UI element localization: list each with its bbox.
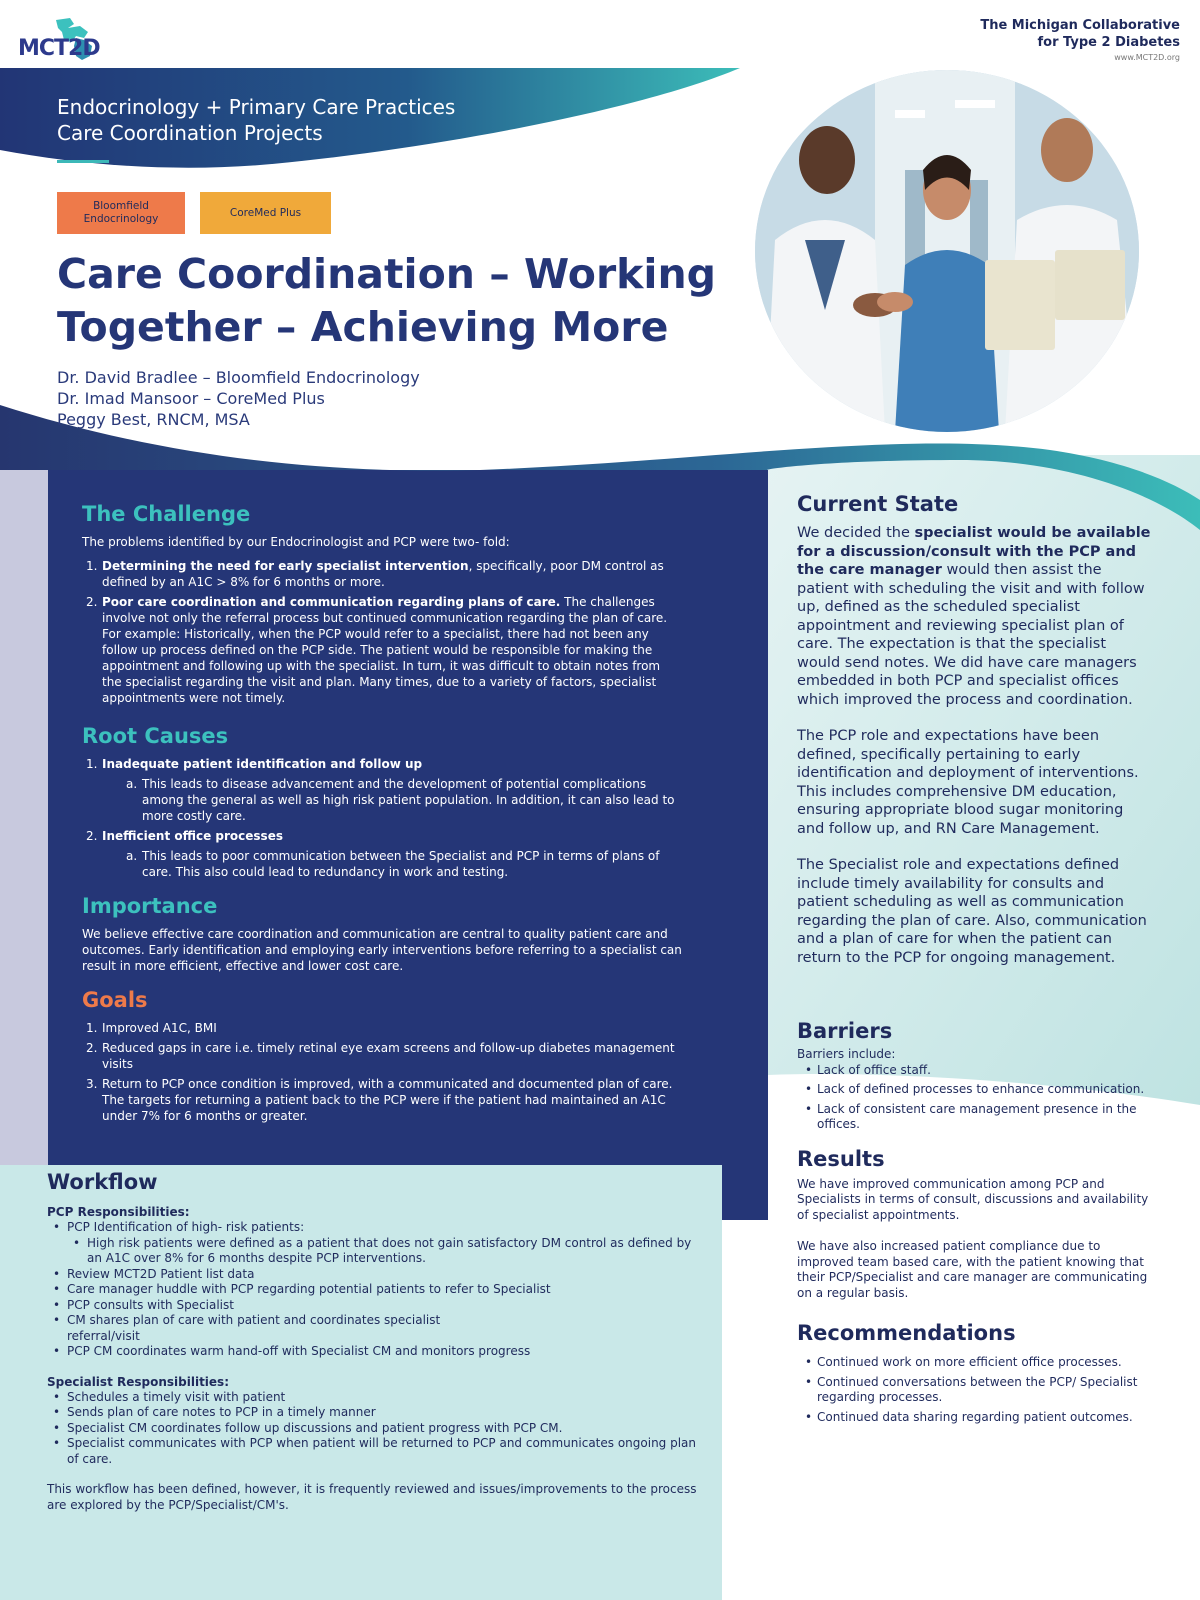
results-p1: We have improved communication among PCP and Specialists in terms of consult, discussions and availability of specialist appointments. — [797, 1176, 1149, 1222]
list-item: 1. Determining the need for early specialist intervention, specifically, poor DM control as defined by an A1C > 8% for 6 months or more. — [86, 559, 664, 589]
list-item: • Sends plan of care notes to PCP in a timely manner — [47, 1405, 707, 1421]
workflow-note: This workflow has been defined, however, it is frequently reviewed and issues/improvements to the process are explored by the PCP/Specialist/CM's. — [47, 1482, 697, 1512]
goal-text: Improved A1C, BMI — [102, 1021, 217, 1035]
list-item: • Lack of defined processes to enhance communication. — [797, 1082, 1152, 1098]
root-cause-detail-text: This leads to disease advancement and the development of potential complications among the general as well as high risk patient population. In addition, it can also lead to more costly care. — [142, 777, 675, 823]
specialist-responsibilities-list — [47, 1390, 707, 1468]
root-cause-title: Inadequate patient identification and follow up — [102, 757, 423, 771]
goals-list — [82, 1020, 682, 1124]
results-heading: Results — [797, 1146, 885, 1171]
list-item: • Continued work on more efficient office processes. — [797, 1355, 1152, 1371]
list-item: 3. Return to PCP once condition is improved, with a communicated and documented plan of care. The targets for returning a patient back to the PCP were if the patient had maintained an A1C under 7% for 6 months or greater. — [86, 1077, 673, 1123]
specialist-responsibilities-label: Specialist Responsibilities: — [47, 1374, 229, 1389]
list-item: 2. Reduced gaps in care i.e. timely retinal eye exam screens and follow-up diabetes management visits — [86, 1041, 675, 1071]
list-item: • PCP CM coordinates warm hand-off with Specialist CM and monitors progress — [47, 1344, 707, 1360]
poster-title: Care Coordination – Working Together – Achieving More — [57, 250, 717, 351]
kicker-line-2: Care Coordination Projects — [57, 121, 323, 145]
goal-text: Return to PCP once condition is improved, with a communicated and documented plan of care. The targets for returning a patient back to the PCP were if the patient had maintained an A1C under 7% for 6 months or greater. — [102, 1077, 673, 1123]
list-item: 2. Poor care coordination and communication regarding plans of care. The challenges involve not only the referral process but continued communication regarding the plan of care. For example: Historically, when the PCP would refer to a specialist, there had not been any follow up process defined on the PCP side. The patient would be responsible for making the appointment and following up with the specialist. In turn, it was difficult to obtain notes from the specialist regarding the visit and plan. Many times, due to a variety of factors, specialist appointments were not timely. — [86, 595, 668, 705]
challenge-item-text: , specifically, poor DM control as defined by an A1C > 8% for 6 months or more. — [102, 559, 664, 589]
author-1: Dr. David Bradlee – Bloomfield Endocrinology — [57, 368, 420, 387]
challenge-item-text: The challenges involve not only the referral process but continued communication regarding the plan of care. For example: Historically, when the PCP would refer to a specialist, there had not been any follow up process defined on the PCP side. The patient would be responsible for making the appointment and following up with the specialist. In turn, it was difficult to obtain notes from the specialist regarding the visit and plan. Many times, due to a variety of factors, specialist appointments were not timely. — [102, 595, 668, 705]
org-line-2: for Type 2 Diabetes — [1037, 35, 1180, 50]
right-column — [797, 490, 1152, 1429]
root-cause-detail: a. This leads to poor communication between the Specialist and PCP in terms of plans of care. This also could lead to redundancy in work and testing. — [126, 849, 660, 879]
challenge-item-bold: Poor care coordination and communication regarding plans of care. — [102, 595, 561, 609]
list-item: • Lack of office staff. — [797, 1063, 1152, 1079]
importance-text: We believe effective care coordination and communication are central to quality patient care and outcomes. Early identification and employing early interventions before referring to a specialist can result in more efficient, effective and lower cost care. — [82, 927, 682, 973]
list-item: • High risk patients were defined as a patient that does not gain satisfactory DM control as defined by an A1C over 8% for 6 months despite PCP interventions. — [47, 1236, 707, 1267]
list-item: • Continued data sharing regarding patient outcomes. — [797, 1410, 1152, 1426]
list-item: • Schedules a timely visit with patient — [47, 1390, 707, 1406]
list-item: 1. Inadequate patient identification and follow up a. This leads to disease advancement and the development of potential complications among the general as well as high risk patient population. In addition, it can also lead to more costly care. — [82, 756, 682, 824]
current-state-heading: Current State — [797, 492, 959, 516]
list-item: • Lack of consistent care management presence in the offices. — [797, 1102, 1152, 1133]
kicker — [57, 94, 455, 146]
chip-bloomfield: Bloomfield Endocrinology — [57, 192, 185, 234]
list-item: • PCP consults with Specialist — [47, 1298, 707, 1314]
list-item: 1. Improved A1C, BMI — [86, 1021, 217, 1035]
pcp-responsibilities-list — [47, 1220, 707, 1360]
mct2d-logo — [18, 16, 110, 64]
kicker-rule — [57, 160, 109, 163]
author-3: Peggy Best, RNCM, MSA — [57, 410, 250, 429]
organization-name — [980, 17, 1180, 65]
current-state-p1-post: would then assist the patient with scheduling the visit and with follow up, defined as the scheduled specialist appointment and reviewing specialist plan of care. The expectation is that the specialist would send notes. We did have care managers embedded in both PCP and specialist offices which improved the process and coordination. — [797, 562, 1145, 708]
challenge-intro: The problems identified by our Endocrinologist and PCP were two- fold: — [82, 535, 510, 549]
pcp-responsibilities-label: PCP Responsibilities: — [47, 1205, 190, 1219]
results-p2: We have also increased patient compliance due to improved team based care, with the patient knowing that their PCP/Specialist and care manager are communicating on a regular basis. — [797, 1239, 1148, 1300]
list-item: • CM shares plan of care with patient and coordinates specialist referral/visit — [47, 1313, 707, 1344]
goal-text: Reduced gaps in care i.e. timely retinal eye exam screens and follow-up diabetes management visits — [102, 1041, 675, 1071]
root-cause-detail: a. This leads to disease advancement and the development of potential complications among the general as well as high risk patient population. In addition, it can also lead to more costly care. — [126, 777, 675, 823]
current-state-p1-bold: specialist would be available for a discussion/consult with the PCP and the care manager — [797, 525, 1151, 578]
org-url: www.MCT2D.org — [1114, 53, 1180, 62]
list-item: 2. Inefficient office processes a. This leads to poor communication between the Specialist and PCP in terms of plans of care. This also could lead to redundancy in work and testing. — [82, 828, 682, 880]
goals-heading: Goals — [82, 988, 148, 1012]
root-causes-list — [82, 756, 682, 880]
list-item: • Specialist communicates with PCP when patient will be returned to PCP and communicates ongoing plan of care. — [47, 1436, 707, 1467]
current-state-p2: The PCP role and expectations have been defined, specifically pertaining to early identification and deployment of interventions. This includes comprehensive DM education, ensuring appropriate blood sugar monitoring and follow up, and RN Care Management. — [797, 728, 1139, 837]
clinicians-handshake-image — [755, 70, 1139, 432]
importance-heading: Importance — [82, 894, 218, 918]
challenge-item-bold: Determining the need for early specialist intervention — [102, 559, 469, 573]
recommendations-list — [797, 1355, 1152, 1425]
workflow-panel — [47, 1168, 707, 1513]
org-line-1: The Michigan Collaborative — [980, 18, 1180, 33]
barriers-intro: Barriers include: — [797, 1047, 896, 1061]
root-causes-heading: Root Causes — [82, 724, 229, 748]
authors — [57, 367, 420, 430]
workflow-heading: Workflow — [47, 1170, 158, 1194]
kicker-line-1: Endocrinology + Primary Care Practices — [57, 95, 456, 119]
list-item: • Review MCT2D Patient list data — [47, 1267, 707, 1283]
chip-coremed: CoreMed Plus — [200, 192, 331, 234]
current-state-p1-pre: We decided the — [797, 525, 915, 541]
list-item: • Care manager huddle with PCP regarding potential patients to refer to Specialist — [47, 1282, 707, 1298]
challenge-heading: The Challenge — [82, 502, 251, 526]
list-item: • PCP Identification of high- risk patients: — [47, 1220, 707, 1236]
barriers-heading: Barriers — [797, 1019, 893, 1043]
challenge-list — [82, 558, 682, 706]
barriers-list — [797, 1063, 1152, 1133]
list-item: • Continued conversations between the PCP/ Specialist regarding processes. — [797, 1375, 1152, 1406]
team-photo — [755, 70, 1139, 432]
root-cause-detail-text: This leads to poor communication between the Specialist and PCP in terms of plans of care. This also could lead to redundancy in work and testing. — [142, 849, 660, 879]
author-2: Dr. Imad Mansoor – CoreMed Plus — [57, 389, 325, 408]
main-panel — [82, 500, 682, 1124]
current-state-p1 — [797, 524, 1152, 709]
recommendations-heading: Recommendations — [797, 1321, 1016, 1345]
list-item: • Specialist CM coordinates follow up discussions and patient progress with PCP CM. — [47, 1421, 707, 1437]
current-state-p3: The Specialist role and expectations defined include timely availability for consults and patient scheduling as well as communication regarding the plan of care. Also, communication and a plan of care for when the patient can return to the PCP for ongoing management. — [797, 857, 1147, 966]
root-cause-title: Inefficient office processes — [102, 829, 283, 843]
logo-text: MCT2D — [18, 36, 100, 61]
